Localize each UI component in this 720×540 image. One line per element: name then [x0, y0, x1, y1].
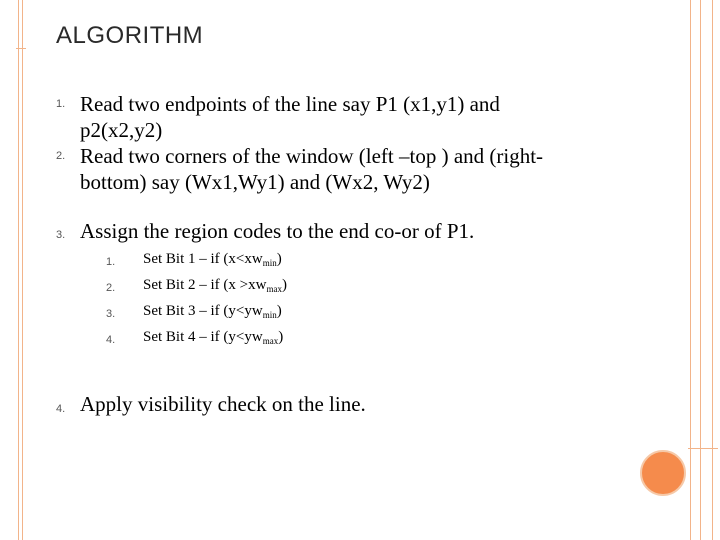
decor-line-5 [712, 0, 713, 540]
decor-line-4 [700, 0, 701, 540]
decor-tick-2 [688, 448, 718, 449]
decor-line-2 [22, 0, 23, 540]
subitem-text: Set Bit 4 – if $(y<yw_{max})$ [143, 329, 284, 346]
decor-tick-1 [16, 48, 26, 49]
subitem-text: Set Bit 2 – if $(x >xw_{max})$ [143, 277, 287, 294]
step-text: Read two corners of the window (left –top ) and (right- [80, 144, 544, 168]
decor-line-3 [690, 0, 691, 540]
step-number: 4. [56, 403, 66, 415]
subitem-number: 2. [106, 282, 116, 294]
step-text: Assign the region codes to the end co-or of P1. [80, 219, 475, 243]
subitem-text: Set Bit 1 – if $(x<xw_{min})$ [143, 251, 282, 268]
subitem-number: 3. [106, 308, 116, 320]
step-text: Read two endpoints of the line say P1 (x1,y1) and [80, 92, 500, 116]
subitem-number: 4. [106, 334, 116, 346]
decor-line-1 [18, 0, 19, 540]
step-number: 2. [56, 150, 66, 162]
step-number: 3. [56, 229, 66, 241]
accent-circle [640, 450, 686, 496]
step-text: bottom) say (Wx1,Wy1) and (Wx2, Wy2) [80, 170, 430, 194]
subitem-number: 1. [106, 256, 116, 268]
step-text: Apply visibility check on the line. [80, 392, 366, 416]
step-text: p2(x2,y2) [80, 118, 163, 142]
step-number: 1. [56, 98, 66, 110]
subitem-text: Set Bit 3 – if $(y<yw_{min})$ [143, 303, 282, 320]
page-title: ALGORITHM [56, 22, 204, 49]
